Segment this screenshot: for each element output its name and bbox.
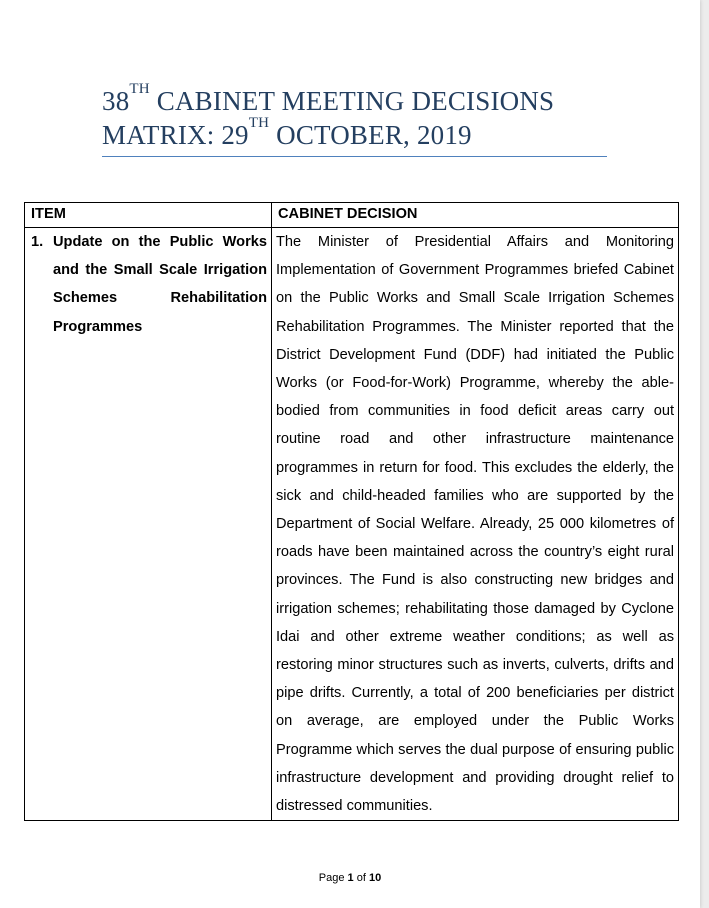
item-title: Update on the Public Works and the Small Scale Irrigation Schemes Rehabilitation Programmes — [53, 234, 267, 335]
title-line-1-text: CABINET MEETING DECISIONS — [149, 86, 555, 116]
decisions-table — [24, 202, 679, 821]
footer-page-current: 1 — [347, 872, 354, 884]
title-underline — [102, 156, 607, 157]
title-line-1 — [102, 81, 555, 116]
page-title — [102, 81, 607, 152]
title-date-rest: OCTOBER, 2019 — [269, 120, 472, 150]
title-date-superscript: TH — [248, 115, 270, 131]
footer-of-label: of — [356, 872, 366, 884]
item-entry — [29, 228, 267, 341]
title-superscript: TH — [129, 81, 150, 97]
footer-page-total: 10 — [368, 872, 382, 884]
header-cabinet-decision: CABINET DECISION — [272, 203, 679, 228]
page-footer — [0, 872, 700, 884]
footer-page-label: Page — [318, 872, 345, 884]
item-number: 1. — [31, 234, 44, 250]
header-item: ITEM — [25, 203, 272, 228]
title-line-2 — [102, 115, 472, 150]
decision-cell — [272, 228, 679, 821]
title-date-prefix: MATRIX: 29 — [102, 120, 249, 150]
item-cell — [25, 228, 272, 821]
title-number: 38 — [102, 86, 130, 116]
table-row — [25, 228, 679, 821]
table-header-row — [25, 203, 679, 228]
decision-text: The Minister of Presidential Affairs and Monitoring Implementation of Government Programmes briefed Cabinet on the Public Works and Small Scale Irrigation Schemes Rehabilitation Programmes. The Minister reported that the District Development Fund (DDF) had initiated the Public Works (or Food-for-Work) Programme, whereby the able-bodied from communities in food deficit areas carry out routine road and other infrastructure maintenance programmes in return for food. This excludes the elderly, the sick and child-headed families who are supported by the Department of Social Welfare. Already, 25 000 kilometres of roads have been maintained across the country’s eight rural provinces. The Fund is also constructing new bridges and irrigation schemes; rehabilitating those damaged by Cyclone Idai and other extreme weather conditions; as well as restoring minor structures such as inverts, culverts, drifts and pipe drifts. Currently, a total of 200 beneficiaries per district on average, are employed under the Public Works Programme which serves the dual purpose of ensuring public infrastructure development and providing drought relief to distressed communities. — [276, 234, 674, 815]
